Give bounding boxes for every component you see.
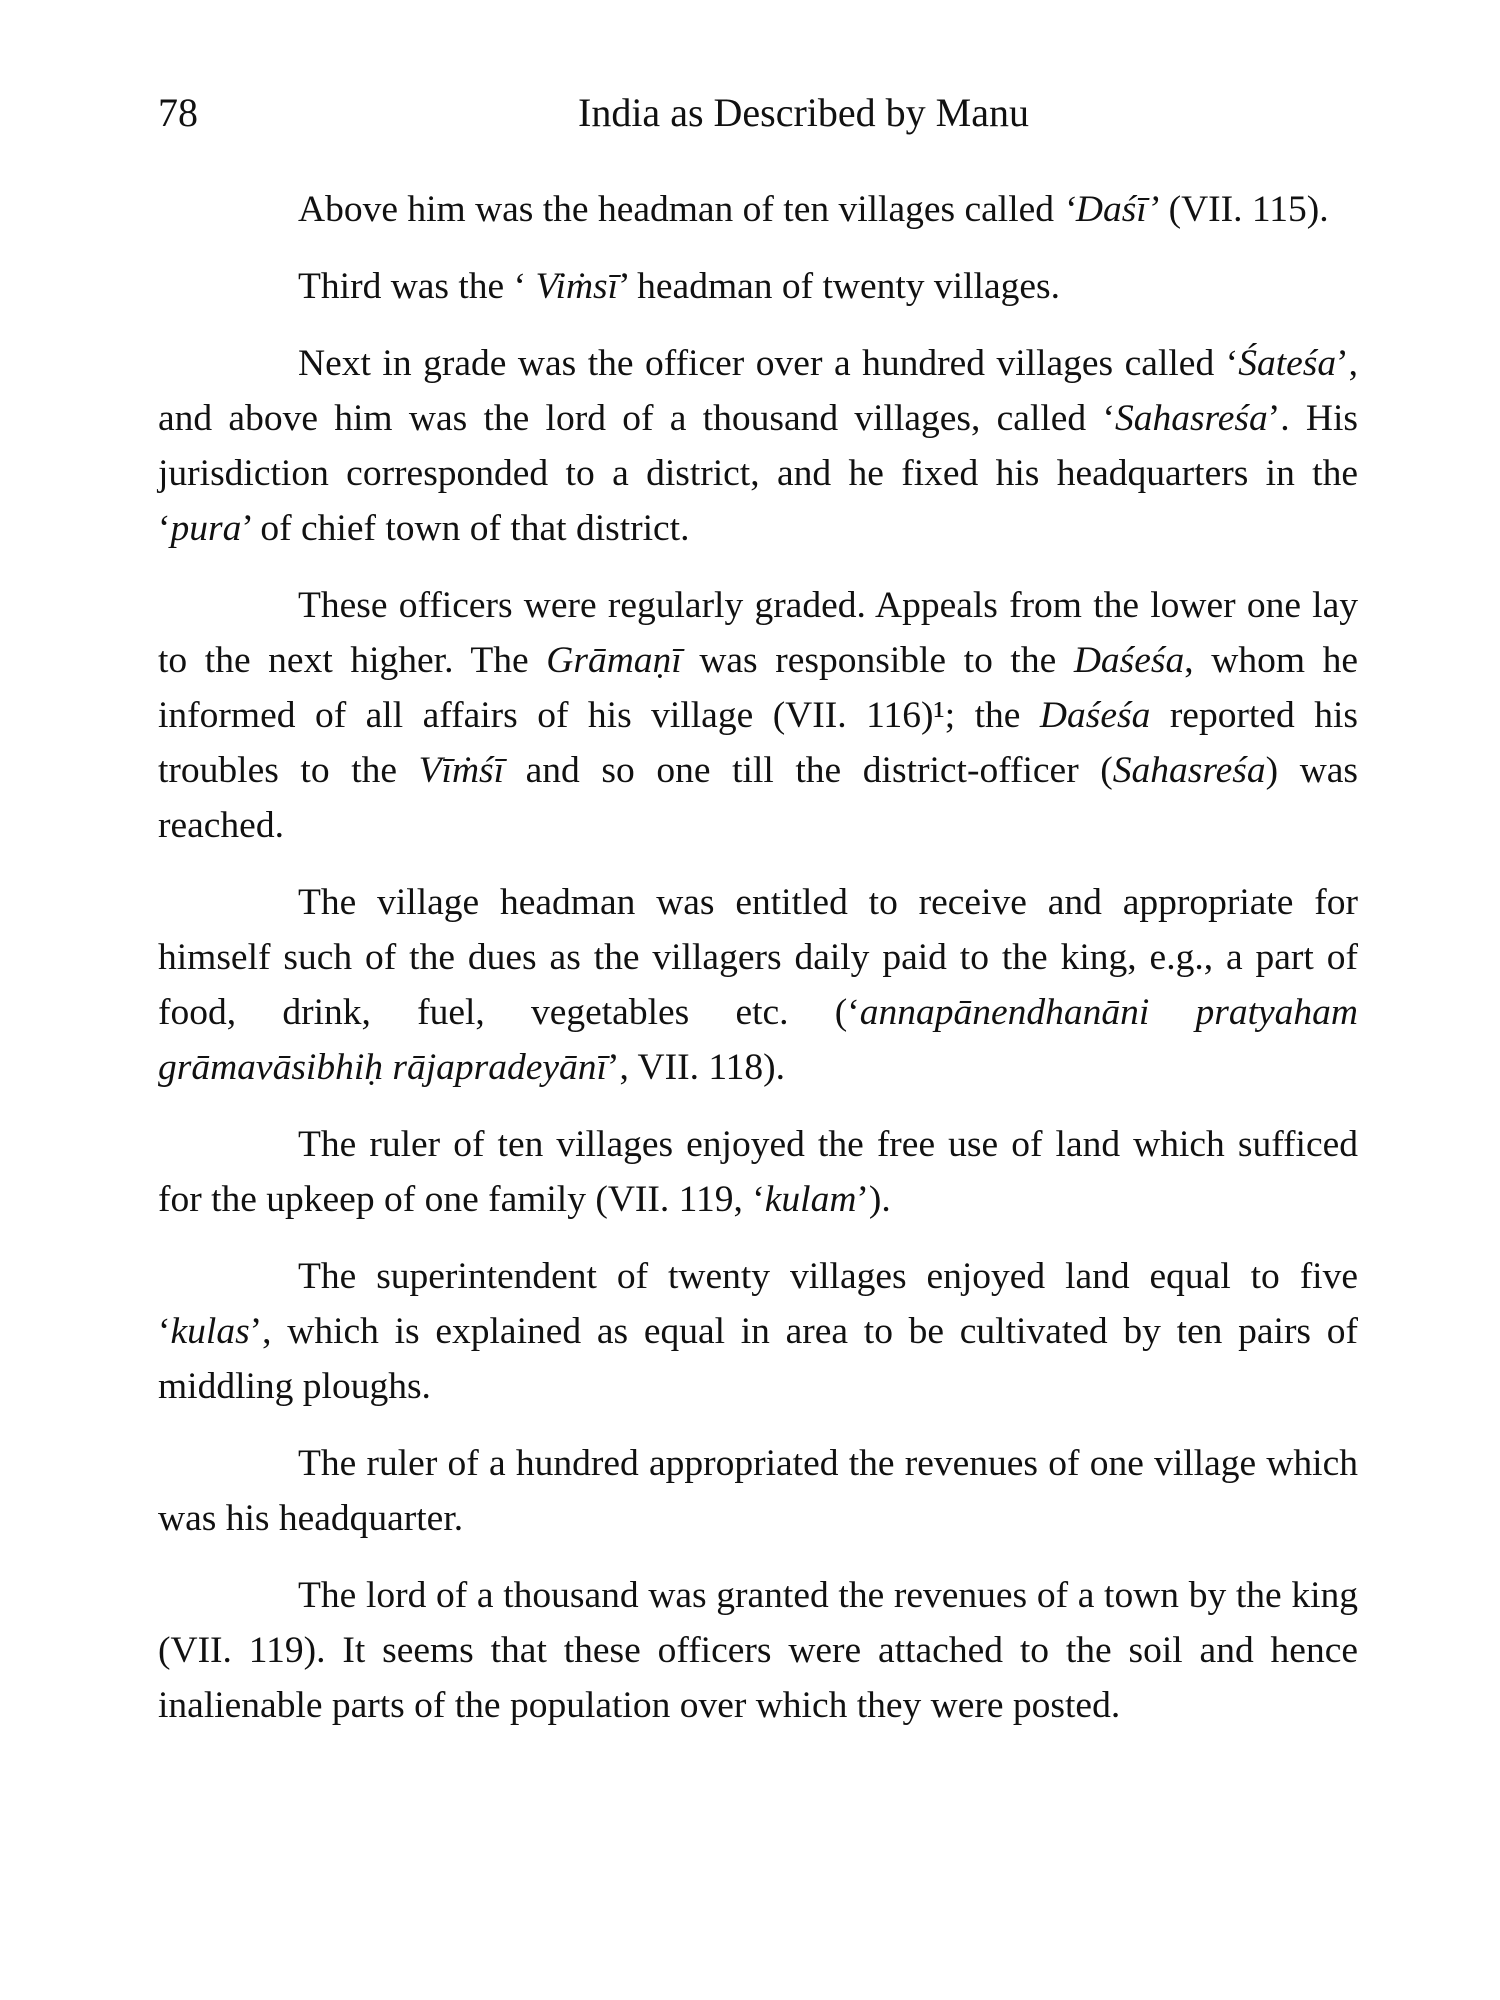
text-run: Third was the ‘ (298, 266, 536, 307)
paragraph (158, 336, 1358, 556)
text-run: , whom he informed of all affairs of his village (VII. 116)¹; the (158, 640, 1358, 736)
text-run: was responsible to the (681, 640, 1074, 681)
text-run: The lord of a thousand was granted the revenues of a town by the king (VII. 119). It seems that these officers were attached to the soil and hence inalienable parts of the population over which they were posted. (158, 1575, 1358, 1726)
text-run: These officers were regularly graded. Appeals from the lower one lay to the next higher. The (158, 585, 1358, 681)
text-run: ’ headman of twenty villages. (618, 266, 1060, 307)
text-run: ’ of chief town of that district. (241, 508, 690, 549)
paragraph (158, 182, 1358, 237)
running-head (158, 88, 1358, 138)
italic-term: Śateśa (1238, 343, 1337, 384)
paragraph (158, 1117, 1358, 1227)
text-run: Above him was the headman of ten villages called (298, 189, 1064, 230)
paragraph (158, 1568, 1358, 1733)
paragraph (158, 1249, 1358, 1414)
body-text (158, 182, 1358, 1733)
text-run: ’, VII. 118). (606, 1047, 786, 1088)
text-run: The village headman was entitled to receive and appropriate for himself such of the dues as the villagers daily paid to the king, e.g., a part of food, drink, fuel, vegetables etc. (‘ (158, 882, 1358, 1033)
text-run: ’). (856, 1179, 891, 1220)
italic-term: pura (170, 508, 242, 549)
italic-term: annapānendhanāni pratyaham grāmavāsibhiḥ rājapradeyānī (158, 992, 1358, 1088)
running-title: India as Described by Manu (578, 90, 1029, 135)
text-run: ) was reached. (158, 750, 1359, 846)
italic-term: kulas (170, 1311, 250, 1352)
page-number: 78 (158, 90, 198, 135)
text-run: ’, and above him was the lord of a thousand villages, called ‘ (158, 343, 1358, 439)
italic-term: kulam (764, 1179, 857, 1220)
text-run: ’. His jurisdiction corresponded to a district, and he fixed his headquarters in the ‘ (158, 398, 1358, 549)
text-run: and so one till the district-officer ( (504, 750, 1113, 791)
italic-term: Daśeśa (1073, 640, 1185, 681)
italic-term: Viṁsī (535, 266, 619, 307)
paragraph (158, 578, 1358, 853)
text-run: The superintendent of twenty villages enjoyed land equal to five ‘ (158, 1256, 1358, 1352)
italic-term: ‘Daśī’ (1063, 189, 1160, 230)
italic-term: Sahasreśa (1114, 398, 1268, 439)
text-run: Next in grade was the officer over a hundred villages called ‘ (298, 343, 1239, 384)
paragraph (158, 1436, 1358, 1546)
text-run: The ruler of a hundred appropriated the revenues of one village which was his headquarter. (158, 1443, 1358, 1539)
italic-term: Sahasreśa (1112, 750, 1266, 791)
italic-term: Daśeśa (1039, 695, 1151, 736)
paragraph (158, 875, 1358, 1095)
text-run: The ruler of ten villages enjoyed the free use of land which sufficed for the upkeep of one family (VII. 119, ‘ (158, 1124, 1358, 1220)
italic-term: Vīṁśī (418, 750, 505, 791)
paragraph (158, 259, 1358, 314)
text-run: (VII. 115). (1159, 189, 1329, 230)
italic-term: Grāmaṇī (546, 640, 682, 681)
text-run: ’, which is explained as equal in area to be cultivated by ten pairs of middling ploughs. (158, 1311, 1358, 1407)
text-run: reported his troubles to the (158, 695, 1358, 791)
